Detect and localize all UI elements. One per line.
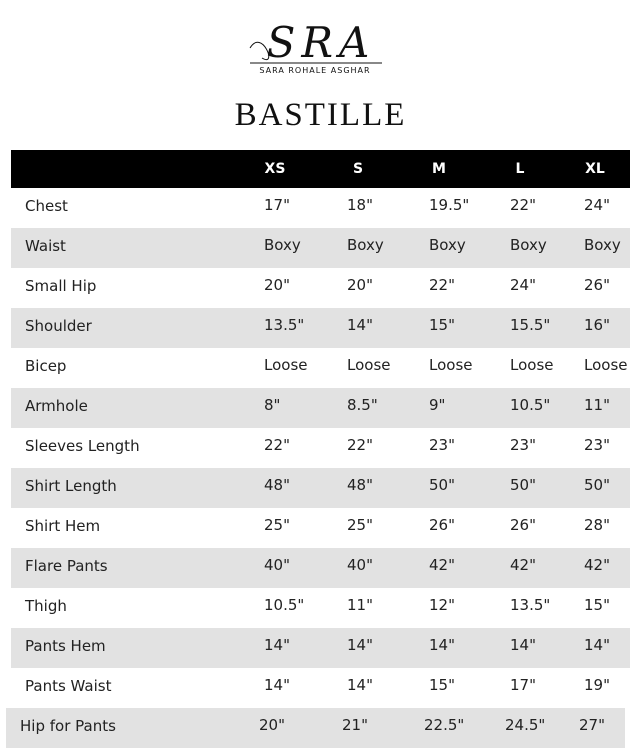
- measurement-cell: 40": [347, 556, 373, 574]
- row-label: Small Hip: [25, 277, 97, 295]
- table-header-row: [11, 150, 630, 188]
- measurement-cell: 15": [429, 676, 455, 694]
- table-row: [11, 228, 630, 268]
- measurement-cell: Boxy: [510, 236, 547, 254]
- measurement-cell: 14": [264, 636, 290, 654]
- measurement-cell: 17": [264, 196, 290, 214]
- measurement-cell: 23": [510, 436, 536, 454]
- measurement-cell: 50": [584, 476, 610, 494]
- measurement-cell: 13.5": [264, 316, 305, 334]
- measurement-cell: 16": [584, 316, 610, 334]
- row-label: Shirt Length: [25, 477, 117, 495]
- measurement-cell: 48": [264, 476, 290, 494]
- measurement-cell: 23": [429, 436, 455, 454]
- measurement-cell: 42": [429, 556, 455, 574]
- measurement-cell: 18": [347, 196, 373, 214]
- measurement-cell: Loose: [584, 356, 628, 374]
- measurement-cell: 11": [584, 396, 610, 414]
- measurement-cell: Boxy: [347, 236, 384, 254]
- header-size-m: M: [432, 161, 446, 177]
- measurement-cell: 10.5": [510, 396, 551, 414]
- measurement-cell: 12": [429, 596, 455, 614]
- row-label: Flare Pants: [25, 557, 108, 575]
- measurement-cell: 27": [579, 716, 605, 734]
- measurement-cell: 22": [347, 436, 373, 454]
- measurement-cell: 25": [264, 516, 290, 534]
- measurement-cell: 8": [264, 396, 281, 414]
- measurement-cell: 19.5": [429, 196, 470, 214]
- measurement-cell: Boxy: [584, 236, 621, 254]
- logo-subtitle: SARA ROHALE ASGHAR: [259, 66, 371, 75]
- measurement-cell: Loose: [429, 356, 473, 374]
- table-row: [11, 508, 630, 548]
- measurement-cell: 28": [584, 516, 610, 534]
- measurement-cell: Boxy: [264, 236, 301, 254]
- measurement-cell: 48": [347, 476, 373, 494]
- measurement-cell: 10.5": [264, 596, 305, 614]
- measurement-cell: 22": [510, 196, 536, 214]
- measurement-cell: 42": [510, 556, 536, 574]
- measurement-cell: 50": [429, 476, 455, 494]
- row-label: Pants Waist: [25, 677, 112, 695]
- row-label: Thigh: [25, 597, 67, 615]
- row-label: Sleeves Length: [25, 437, 140, 455]
- row-label: Shoulder: [25, 317, 92, 335]
- header-size-s: S: [352, 161, 364, 177]
- row-label: Hip for Pants: [20, 717, 116, 735]
- measurement-cell: 22": [429, 276, 455, 294]
- measurement-cell: 40": [264, 556, 290, 574]
- measurement-cell: Loose: [510, 356, 554, 374]
- header-size-l: L: [515, 161, 525, 177]
- table-row: [11, 348, 630, 388]
- measurement-cell: 24": [584, 196, 610, 214]
- measurement-cell: 11": [347, 596, 373, 614]
- row-label: Waist: [25, 237, 66, 255]
- table-row: [11, 188, 630, 228]
- measurement-cell: 20": [347, 276, 373, 294]
- table-row: [6, 708, 625, 748]
- row-label: Bicep: [25, 357, 67, 375]
- measurement-cell: 20": [264, 276, 290, 294]
- header-size-xs: XS: [264, 161, 286, 177]
- measurement-cell: 23": [584, 436, 610, 454]
- measurement-cell: 8.5": [347, 396, 378, 414]
- measurement-cell: 9": [429, 396, 446, 414]
- brand-logo: [0, 18, 641, 82]
- measurement-cell: 17": [510, 676, 536, 694]
- measurement-cell: 25": [347, 516, 373, 534]
- logo-monogram: SRA: [266, 18, 376, 67]
- page-title: BASTILLE: [234, 97, 407, 133]
- measurement-cell: 22.5": [424, 716, 465, 734]
- measurement-cell: 50": [510, 476, 536, 494]
- table-row: [11, 268, 630, 308]
- row-label: Pants Hem: [25, 637, 106, 655]
- measurement-cell: 20": [259, 716, 285, 734]
- measurement-cell: Loose: [264, 356, 308, 374]
- measurement-cell: Boxy: [429, 236, 466, 254]
- row-label: Armhole: [25, 397, 88, 415]
- row-label: Shirt Hem: [25, 517, 101, 535]
- header-size-xl: XL: [585, 161, 605, 177]
- measurement-cell: Loose: [347, 356, 391, 374]
- measurement-cell: 14": [429, 636, 455, 654]
- measurement-cell: 21": [342, 716, 368, 734]
- measurement-cell: 26": [584, 276, 610, 294]
- measurement-cell: 14": [347, 676, 373, 694]
- measurement-cell: 15.5": [510, 316, 551, 334]
- measurement-cell: 15": [584, 596, 610, 614]
- measurement-cell: 19": [584, 676, 610, 694]
- measurement-cell: 42": [584, 556, 610, 574]
- measurement-cell: 13.5": [510, 596, 551, 614]
- table-row: [11, 388, 630, 428]
- measurement-cell: 15": [429, 316, 455, 334]
- table-row: [11, 428, 630, 468]
- table-row: [11, 588, 630, 628]
- table-row: [11, 628, 630, 668]
- size-chart-table: [11, 150, 630, 748]
- measurement-cell: 22": [264, 436, 290, 454]
- measurement-cell: 14": [510, 636, 536, 654]
- measurement-cell: 26": [510, 516, 536, 534]
- measurement-cell: 24": [510, 276, 536, 294]
- measurement-cell: 14": [264, 676, 290, 694]
- measurement-cell: 14": [347, 636, 373, 654]
- measurement-cell: 24.5": [505, 716, 546, 734]
- measurement-cell: 14": [584, 636, 610, 654]
- table-row: [11, 668, 630, 708]
- measurement-cell: 14": [347, 316, 373, 334]
- table-row: [11, 308, 630, 348]
- measurement-cell: 26": [429, 516, 455, 534]
- table-row: [11, 548, 630, 588]
- table-row: [11, 468, 630, 508]
- row-label: Chest: [25, 197, 68, 215]
